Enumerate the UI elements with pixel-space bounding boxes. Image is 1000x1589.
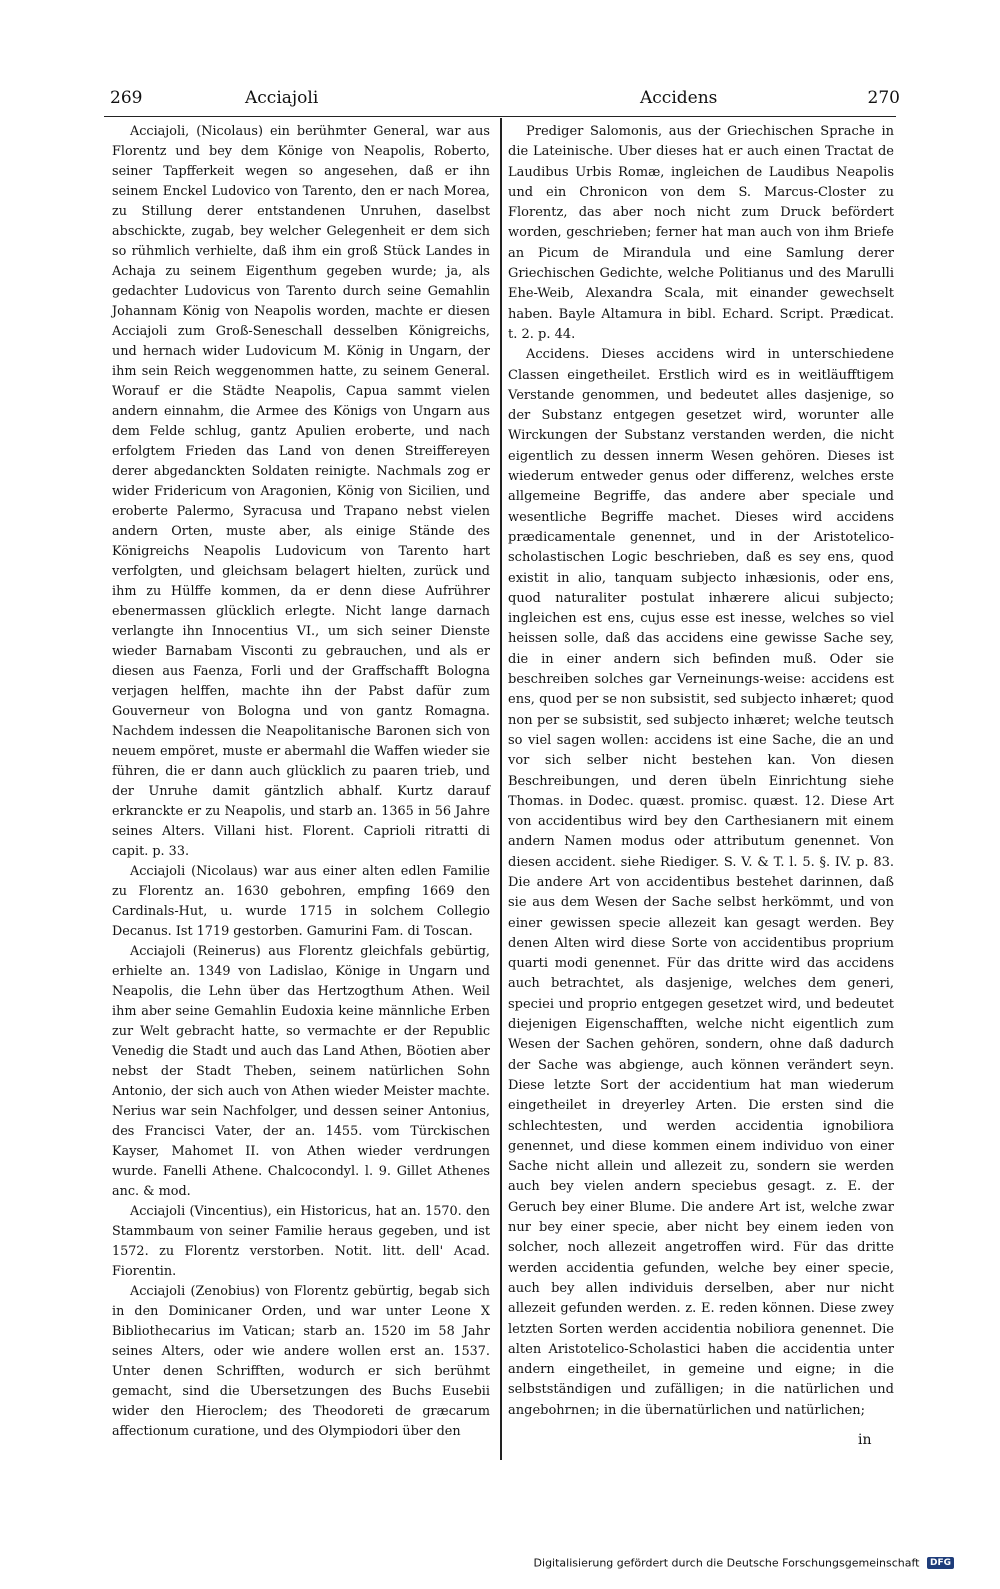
entry-paragraph: Acciajoli (Zenobius) von Florentz gebürtig, begab sich in den Dominicaner Orden, und war unter Leone X Bibliothecarius im Vatican; starb an. 1520 im 58 Jahr seines Alters, oder wie andere wollen erst an. 1537. Unter denen Schrifften, wodurch er sich berühmt gemacht, sind die Ubersetzungen des Buchs Eusebii wider den Hieroclem; des Theodoreti de græcarum affectionum curatione, und des Olympiodori über den — [112, 1284, 490, 1439]
headword-right: Accidens — [640, 88, 718, 108]
column-divider — [500, 118, 502, 1460]
footer-text: Digitalisierung gefördert durch die Deutsche Forschungsgemeinschaft — [533, 1556, 920, 1570]
dfg-logo: DFG — [927, 1557, 954, 1569]
entry-paragraph: Acciajoli (Vincentius), ein Historicus, hat an. 1570. den Stammbaum von seiner Familie heraus gegeben, und ist 1572. zu Florentz verstorben. Notit. litt. dell' Acad. Fiorentin. — [112, 1204, 490, 1279]
right-column — [508, 122, 894, 1421]
page-number-left: 269 — [110, 88, 143, 108]
left-column — [112, 122, 490, 1442]
page-number-right: 270 — [867, 88, 900, 108]
entry-paragraph: Accidens. Dieses accidens wird in unterschiedene Classen eingetheilet. Erstlich wird es in weitläufftigem Verstande genommen, und bedeutet alles dasjenige, so der Substanz entgegen gesetzet wird, worunter alle Wirckungen der Substanz verstanden werden, die nicht eigentlich zu dessen innerm Wesen gehören. Dieses ist wiederum entweder genus oder differenz, welches erste allgemeine Begriffe, das andere aber speciale und wesentliche Begriffe machet. Dieses wird accidens prædicamentale genennet, und in der Aristotelico-scholastischen Logic beschrieben, daß es sey ens, quod existit in alio, tanquam subjecto inhæsionis, oder ens, quod naturaliter postulat inhærere alicui subjecto; ingleichen est ens, cujus esse est inesse, welches so viel heissen solle, daß das accidens eine gewisse Sache sey, die in einer andern sich befinden muß. Oder sie beschreiben solches gar Verneinungs-weise: accidens est ens, quod per se non subsistit, sed subjecto inhæret; quod non per se subsistit, sed subjecto inhæret; welche teutsch so viel sagen wollen: accidens ist eine Sache, die an und vor sich selber nicht bestehen kan. Von diesen Beschreibungen, und deren übeln Einrichtung siehe Thomas. in Dodec. quæst. promisc. quæst. 12. Diese Art von accidentibus wird bey den Carthesianern mit einem andern Namen modus oder attributum genennet. Von diesen accident. siehe Riediger. S. V. & T. l. 5. §. IV. p. 83. Die andere Art von accidentibus bestehet darinnen, daß sie aus dem Wesen der Sache selbst herkömmt, und von einer gewissen specie allezeit kan gesagt werden. Bey denen Alten wird diese Sorte von accidentibus proprium quarti modi genennet. Für das dritte wird das accidens auch betrachtet, als dasjenige, welches dem generi, speciei und proprio entgegen gesetzet wird, und bedeutet diejenigen Eigenschafften, welche nicht eigentlich zum Wesen der Sachen gehören, sondern, ohne daß dadurch der Sache was abgienge, auch können verändert seyn. Diese letzte Sort der accidentium hat man wiederum eingetheilet in dreyerley Arten. Die ersten sind die schlechtesten, und werden accidentia ignobiliora genennet, und diese kommen einem individuo von einer Sache nicht allein und allezeit zu, sondern sie werden auch bey vielen andern speciebus gesagt. z. E. der Geruch bey einer Blume. Die andere Art ist, welche zwar nur bey einer specie, aber nicht bey einem ieden von solcher, noch allezeit angetroffen wird. Für das dritte werden accidentia gefunden, welche bey einer specie, auch bey allen individuis derselben, aber nur nicht allezeit gefunden werden. z. E. reden können. Diese zwey letzten Sorten werden accidentia nobiliora genennet. Die alten Aristotelico-Scholastici haben die accidentia unter andern eingetheilet, in gemeine und eigne; in die selbstständigen und zufälligen; in die natürlichen und angebohrnen; in die übernatürlichen und natürlichen; — [508, 347, 894, 1418]
headword-left: Acciajoli — [245, 88, 319, 108]
entry-paragraph: Prediger Salomonis, aus der Griechischen Sprache in die Lateinische. Uber dieses hat er auch einen Tractat de Laudibus Urbis Romæ, ingleichen de Laudibus Neapolis und ein Chronicon von dem S. Marcus-Closter zu Florentz, das aber noch nicht zum Druck befördert worden, geschrieben; ferner hat man auch von ihm Briefe an Picum de Mirandula und eine Samlung derer Griechischen Gedichte, welche Politianus und des Marulli Ehe-Weib, Alexandra Scala, mit einander gewechselt haben. Bayle Altamura in bibl. Echard. Script. Prædicat. t. 2. p. 44. — [508, 124, 894, 342]
running-header — [110, 88, 900, 114]
header-rule — [104, 116, 896, 117]
entry-paragraph: Acciajoli (Reinerus) aus Florentz gleichfals gebürtig, erhielte an. 1349 von Ladislao, Könige in Ungarn und Neapolis, die Lehn über das Hertzogthum Athen. Weil ihm aber seine Gemahlin Eudoxia keine männliche Erben zur Welt gebracht hatte, so vermachte er der Republic Venedig die Stadt und auch das Land Athen, Böotien aber nebst der Stadt Theben, seinem natürlichen Sohn Antonio, der sich auch von Athen wieder Meister machte. Nerius war sein Nachfolger, und dessen seiner Antonius, des Francisci Vater, der an. 1455. vom Türckischen Kayser, Mahomet II. von Athen wieder verdrungen wurde. Fanelli Athene. Chalcocondyl. l. 9. Gillet Athenes anc. & mod. — [112, 944, 490, 1199]
entry-paragraph: Acciajoli (Nicolaus) war aus einer alten edlen Familie zu Florentz an. 1630 gebohren, empfing 1669 den Cardinals-Hut, u. wurde 1715 in solchem Collegio Decanus. Ist 1719 gestorben. Gamurini Fam. di Toscan. — [112, 864, 490, 939]
entry-paragraph: Acciajoli, (Nicolaus) ein berühmter General, war aus Florentz und bey dem Könige von Neapolis, Roberto, seiner Tapfferkeit wegen so angesehen, daß er ihn seinem Enckel Ludovico von Tarento, den er nach Morea, zu Stillung derer entstandenen Unruhen, daselbst abschickte, zugab, bey welcher Gelegenheit er dem sich so rühmlich verhielte, daß ihm ein groß Stück Landes in Achaja zu seinem Eigenthum gegeben wurde; ja, als gedachter Ludovicus von Tarento durch seine Gemahlin Johannam König von Neapolis worden, machte er diesen Acciajoli zum Groß-Seneschall desselben Königreichs, und hernach wider Ludovicum M. König in Ungarn, der ihm sein Reich weggenommen hatte, zu seinem General. Worauf er die Städte Neapolis, Capua sammt vielen andern einnahm, die Armee des Königs von Ungarn aus dem Felde schlug, gantz Apulien eroberte, und nach erfolgtem Frieden das Land von denen Streiffereyen derer abgedanckten Soldaten reinigte. Nachmals zog er wider Fridericum von Aragonien, König von Sicilien, und eroberte Palermo, Syracusa und Trapano nebst vielen andern Orten, muste aber, als einige Stände des Königreichs Neapolis Ludovicum von Tarento hart verfolgten, und gleichsam belagert hielten, zurück und ihm zu Hülffe kommen, da er denn diese Aufrührer ebenermassen glücklich erlegte. Nicht lange darnach verlangte ihn Innocentius VI., um sich seiner Dienste wieder Barnabam Visconti zu gebrauchen, und als er diesen aus Faenza, Forli und der Graffschafft Bologna verjagen helffen, machte ihn der Pabst dafür zum Gouverneur von Bologna und von gantz Romagna. Nachdem indessen die Neapolitanische Baronen sich von neuem empöret, muste er abermahl die Waffen wieder sie führen, die er dann auch glücklich zu paaren trieb, und der Unruhe damit gäntzlich abhalf. Kurtz darauf erkranckte er zu Neapolis, und starb an. 1365 in 56 Jahre seines Alters. Villani hist. Florent. Caprioli ritratti di capit. p. 33. — [112, 124, 490, 859]
catchword: in — [858, 1432, 872, 1448]
footer-credit — [534, 1556, 954, 1576]
